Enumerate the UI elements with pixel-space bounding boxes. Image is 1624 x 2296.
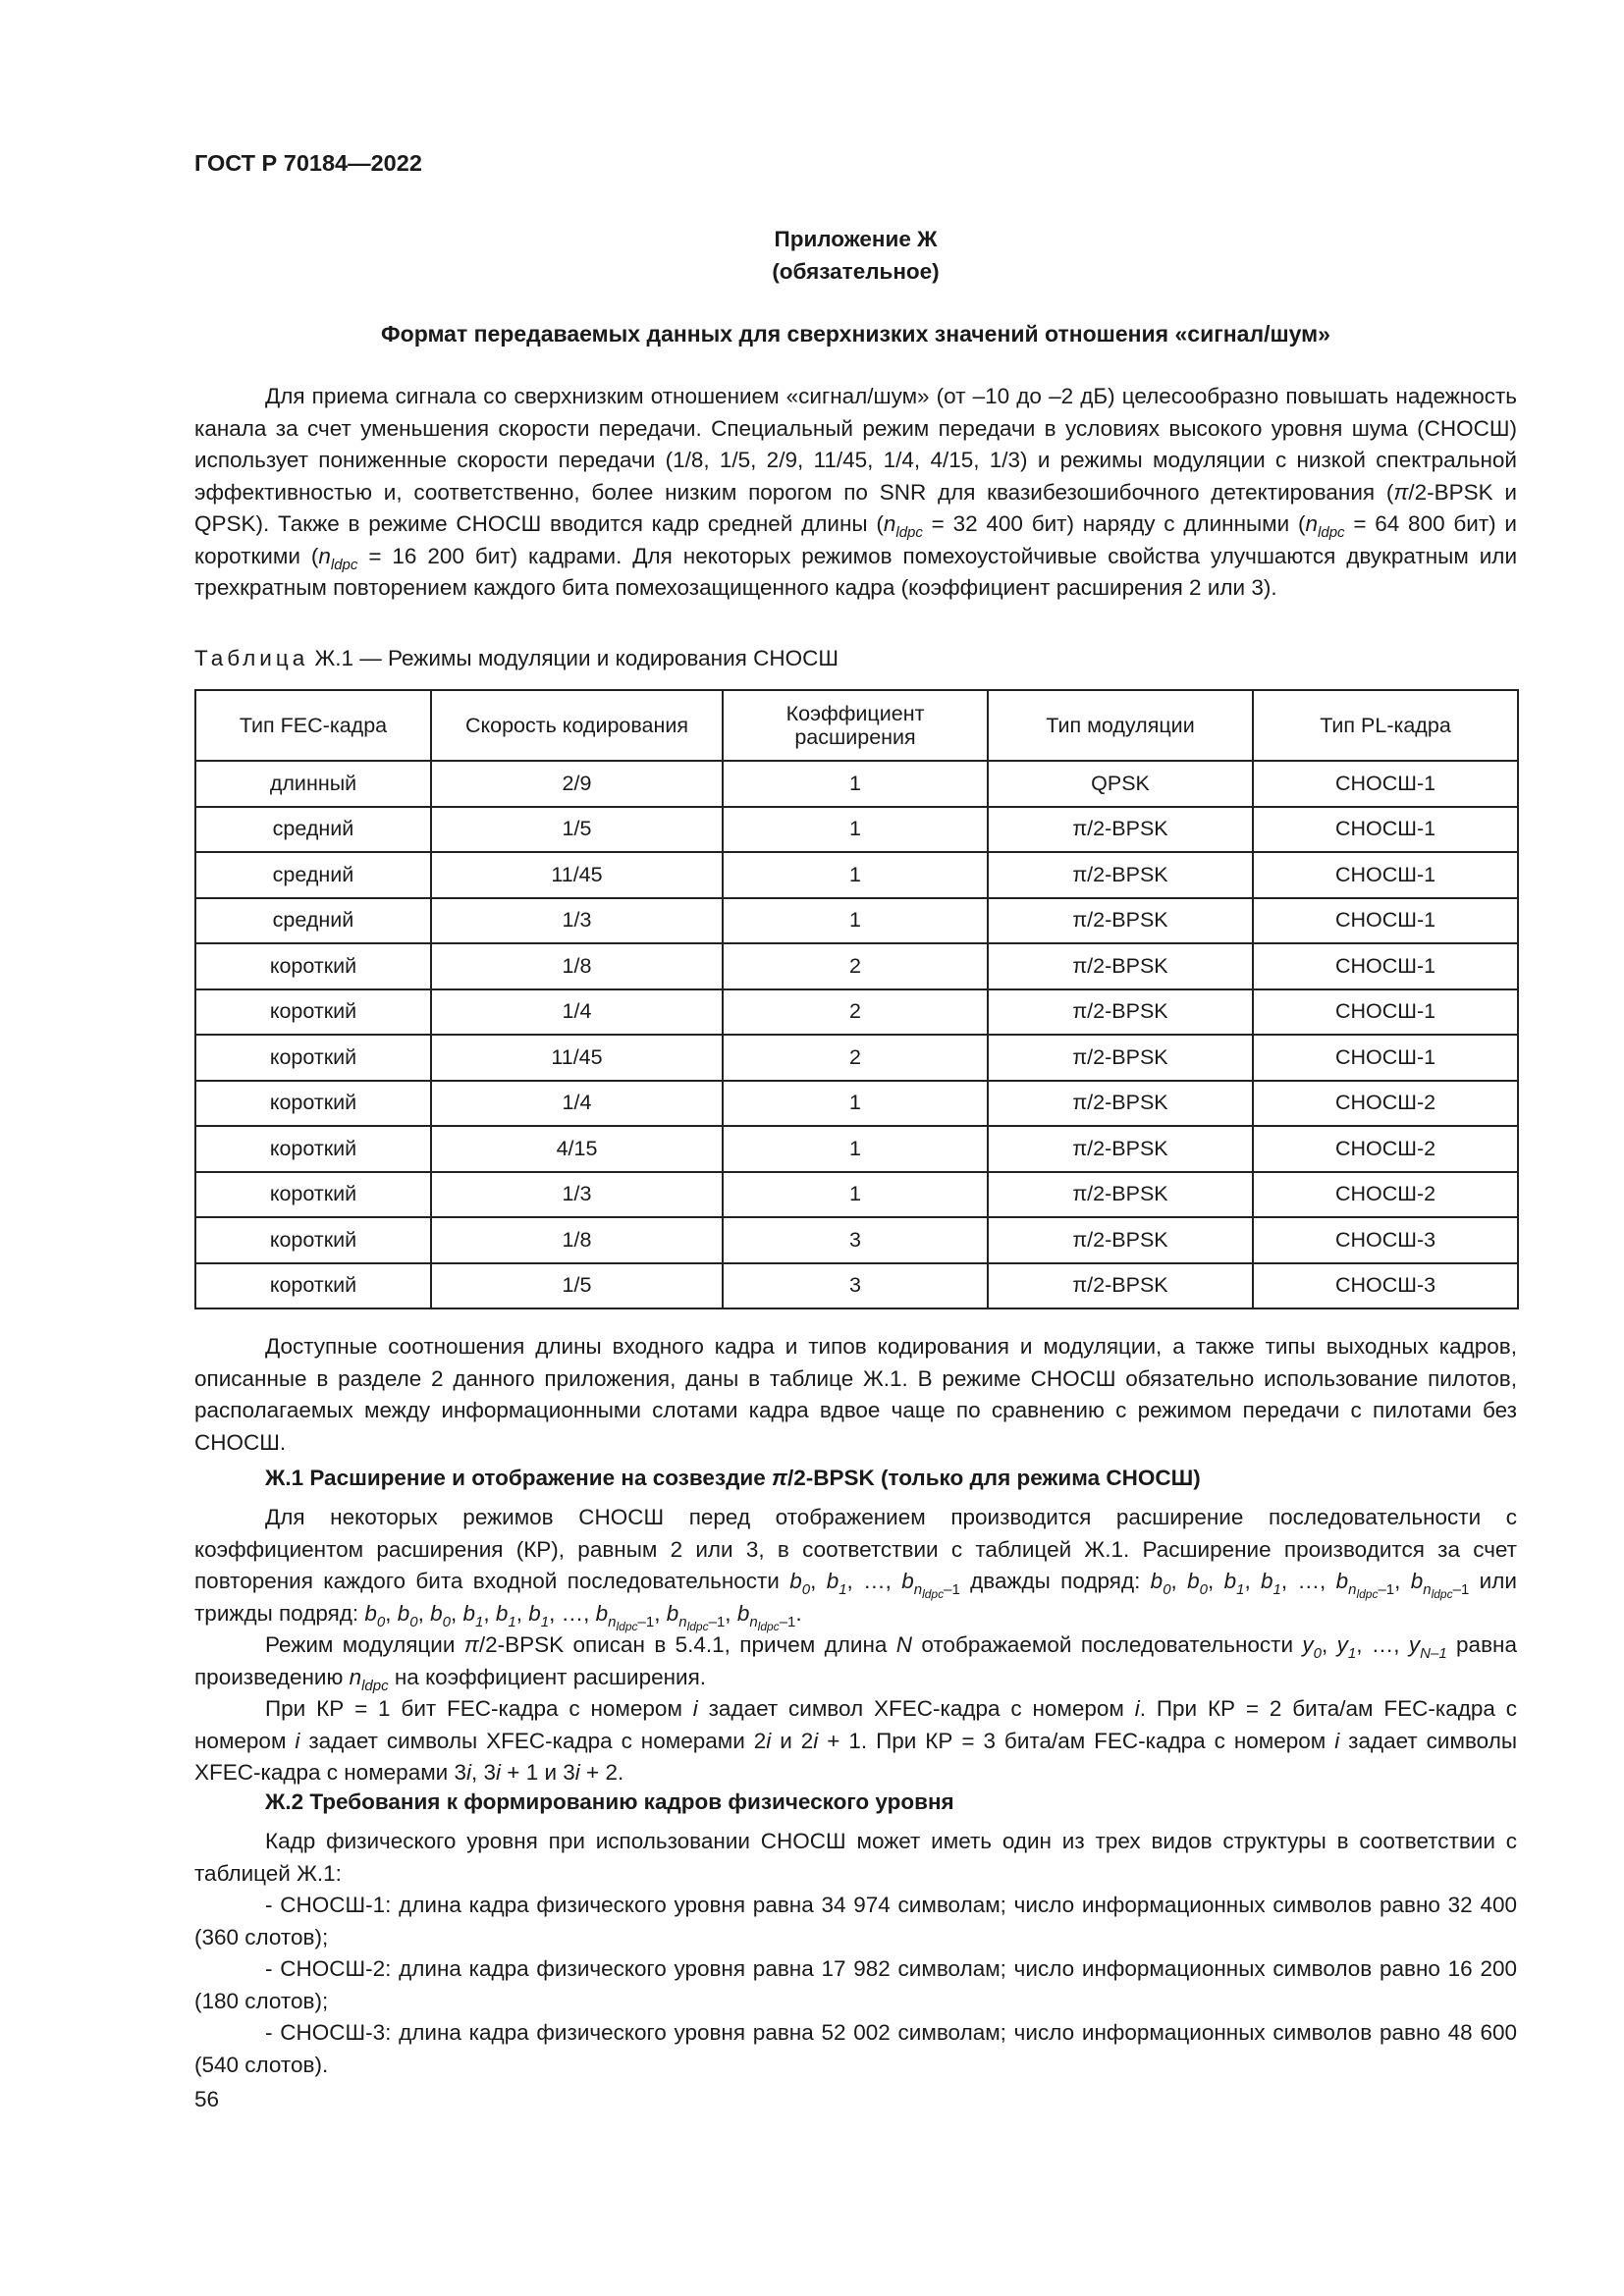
math-symbol: b <box>495 1600 509 1626</box>
table-cell: π/2-BPSK <box>988 1035 1253 1081</box>
table-cell: 2/9 <box>431 761 723 807</box>
table-row <box>195 1172 1518 1218</box>
table-cell: короткий <box>195 1081 431 1127</box>
section2-text <box>194 1826 1517 2081</box>
math-symbol: b <box>1335 1569 1349 1593</box>
subscript-text: 0 <box>376 1613 386 1630</box>
table-cell: 2 <box>723 1035 988 1081</box>
paragraph: - СНОСШ-1: длина кадра физического уровня равна 34 974 символам; число информационных символов равно 32 400 (360 слотов); <box>194 1893 1517 1949</box>
caption-text: Ж.1 — Режимы модуляции и кодирования СНОСШ <box>308 646 839 670</box>
paragraph: - СНОСШ-2: длина кадра физического уровня равна 17 982 символам; число информационных символов равно 16 200 (180 слотов); <box>194 1956 1517 2013</box>
math-symbol: π <box>771 1466 788 1490</box>
table-cell: средний <box>195 898 431 944</box>
math-symbol: b <box>789 1569 802 1593</box>
math-subscript: nldpc–1 <box>678 1613 726 1633</box>
math-symbol: b <box>462 1600 476 1626</box>
table-cell: 1/5 <box>431 807 723 853</box>
math-subscript <box>361 1678 389 1694</box>
table-row <box>195 989 1518 1036</box>
math-subscript: nldpc–1 <box>608 1613 655 1633</box>
table-cell: короткий <box>195 1217 431 1263</box>
appendix-title: Приложение Ж <box>774 227 938 251</box>
math-subscript <box>1273 1581 1281 1598</box>
table-cell: π/2-BPSK <box>988 807 1253 853</box>
table-header-row <box>195 690 1518 761</box>
table-row <box>195 943 1518 989</box>
subscript-n: n <box>1348 1581 1357 1598</box>
subscript-n: n <box>678 1613 687 1630</box>
math-subscript <box>895 524 923 541</box>
math-subscript <box>1318 524 1345 541</box>
subscript-text: 1 <box>1272 1581 1281 1598</box>
table-cell: 3 <box>723 1263 988 1309</box>
section1-text <box>194 1502 1517 1789</box>
math-subscript <box>802 1581 810 1598</box>
table-cell: π/2-BPSK <box>988 1263 1253 1309</box>
table-cell: 1 <box>723 852 988 898</box>
math-symbol: b <box>430 1600 443 1626</box>
table-cell: 1 <box>723 1081 988 1127</box>
table-cell: короткий <box>195 1126 431 1172</box>
math-symbol: b <box>826 1569 839 1593</box>
math-symbol: n <box>349 1664 362 1689</box>
table-row <box>195 1081 1518 1127</box>
nested-subscript <box>922 1587 944 1601</box>
math-symbol: i <box>766 1728 772 1753</box>
table-cell: 1 <box>723 898 988 944</box>
math-subscript <box>377 1614 385 1630</box>
table-cell: π/2-BPSK <box>988 898 1253 944</box>
table-cell: 1/3 <box>431 1172 723 1218</box>
math-subscript: nldpc–1 <box>1348 1581 1395 1601</box>
table-cell: СНОСШ-1 <box>1253 989 1518 1036</box>
math-subscript: nldpc–1 <box>1423 1581 1470 1601</box>
table-cell: π/2-BPSK <box>988 852 1253 898</box>
table-cell: СНОСШ-3 <box>1253 1263 1518 1309</box>
table-cell: π/2-BPSK <box>988 1172 1253 1218</box>
subscript-text: 1 <box>1347 1645 1357 1662</box>
table-cell: π/2-BPSK <box>988 989 1253 1036</box>
page-number: 56 <box>194 2087 220 2111</box>
table-cell: СНОСШ-2 <box>1253 1081 1518 1127</box>
subscript-ldpc: ldpc <box>1356 1587 1379 1601</box>
table-cell: 2 <box>723 989 988 1036</box>
table-cell: 11/45 <box>431 1035 723 1081</box>
table-cell: QPSK <box>988 761 1253 807</box>
subscript-ldpc: ldpc <box>922 1587 945 1601</box>
nested-subscript <box>1432 1587 1453 1601</box>
table-cell: короткий <box>195 989 431 1036</box>
subscript-n: n <box>1423 1581 1432 1598</box>
subscript-text: 0 <box>801 1581 811 1598</box>
paragraph: Для приема сигнала со сверхнизким отношением «сигнал/шум» (от –10 до –2 дБ) целесообразно повышать надежность канала за счет уменьшения скорости передачи. Специальный режим передачи в условиях высокого уровня шума (СНОСШ) использует пониженные скорости передачи (1/8, 1/5, 2/9, 11/45, 1/4, 4/15, 1/3) и режимы модуляции с низкой спектральной эффективностью и, соответственно, более низким порогом по SNR для квазибезошибочного детектирования (π/2-BPSK и QPSK). Также в режиме СНОСШ вводится кадр средней длины ($n_{ldpc} = 32$ 400 бит) наряду с длинными ($n_{ldpc} = 64$ 800 бит) и короткими ($n_{ldpc} = 16$ 200 бит) кадрами. Для некоторых режимов помехоустойчивые свойства улучшаются двукратным или трехкратным повторением каждого бита помехозащищенного кадра (коэффициент расширения 2 или 3). <box>194 384 1518 600</box>
column-header: Тип FEC-кадра <box>195 690 431 761</box>
math-symbol: y <box>1408 1632 1421 1657</box>
appendix-note: (обязательное) <box>772 259 940 284</box>
subscript-n: n <box>913 1581 923 1598</box>
table-row <box>195 1126 1518 1172</box>
table-cell: СНОСШ-1 <box>1253 807 1518 853</box>
table-body <box>195 761 1518 1308</box>
table-cell: короткий <box>195 943 431 989</box>
subscript-ldpc: ldpc <box>757 1619 780 1633</box>
subscript-text: ldpc <box>330 556 358 573</box>
math-subscript <box>331 557 358 573</box>
math-subscript <box>1236 1581 1244 1598</box>
math-symbol: π <box>463 1632 479 1657</box>
subscript-ldpc: ldpc <box>686 1619 709 1633</box>
table-cell: 1 <box>723 1126 988 1172</box>
math-subscript <box>839 1581 846 1598</box>
nested-subscript <box>1356 1587 1378 1601</box>
subscript-text: 0 <box>1163 1581 1171 1598</box>
table-cell: 1/3 <box>431 898 723 944</box>
math-symbol: b <box>1410 1569 1424 1593</box>
table-cell: 1 <box>723 761 988 807</box>
subscript-text: 0 <box>1199 1581 1208 1598</box>
table-cell: 4/15 <box>431 1126 723 1172</box>
math-symbol: b <box>666 1600 679 1626</box>
math-symbol: i <box>813 1728 819 1753</box>
math-symbol: y <box>1302 1632 1314 1657</box>
subscript-ldpc: ldpc <box>1431 1587 1453 1601</box>
math-symbol: n <box>1305 511 1319 536</box>
math-subscript <box>508 1614 515 1630</box>
math-subscript <box>475 1614 483 1630</box>
table-cell: 3 <box>723 1217 988 1263</box>
math-symbol: b <box>364 1600 377 1626</box>
table-cell: π/2-BPSK <box>988 1126 1253 1172</box>
table-cell: 2 <box>723 943 988 989</box>
table-cell: короткий <box>195 1035 431 1081</box>
table-cell: СНОСШ-1 <box>1253 898 1518 944</box>
subscript-text: ldpc <box>1318 524 1345 541</box>
table-cell: короткий <box>195 1263 431 1309</box>
paragraph: При КР = 1 бит FEC-кадра с номером i задает символ XFEC-кадра с номером i. При КР = 2 бита/ам FEC-кадра с номером i задает символы XFEC-кадра с номерами 2i и 2i + 1. При КР = 3 бита/ам FEC-кадра с номером i задает символы XFEC-кадра с номерами 3i, 3i + 1 и 3i + 2. <box>194 1696 1517 1785</box>
subscript-text: ldpc <box>895 524 923 541</box>
table-cell: 1/5 <box>431 1263 723 1309</box>
paragraph: Доступные соотношения длины входного кадра и типов кодирования и модуляции, а также типы выходных кадров, описанные в разделе 2 данного приложения, даны в таблице Ж.1. В режиме СНОСШ обязательно использование пилотов, располагаемых между информационными слотами кадра вдвое чаще по сравнению с режимом передачи с пилотами без СНОСШ. <box>194 1334 1517 1455</box>
paragraph: Режим модуляции π/2-BPSK описан в 5.4.1, причем длина N отображаемой последовательности $y_0$, $y_1$, …, $y_{N-1}$ равна произведению $n_{ldpc}$ на коэффициент расширения. <box>194 1632 1517 1694</box>
table-caption <box>194 646 1517 671</box>
math-symbol: i <box>496 1760 502 1785</box>
column-header: Тип модуляции <box>988 690 1253 761</box>
math-subscript <box>409 1614 417 1630</box>
table-cell: СНОСШ-1 <box>1253 943 1518 989</box>
math-symbol: n <box>883 511 896 536</box>
math-subscript <box>1420 1645 1447 1662</box>
table-cell: 1/8 <box>431 1217 723 1263</box>
math-symbol: i <box>1334 1728 1340 1753</box>
math-subscript <box>1314 1645 1322 1662</box>
section2-heading: Ж.2 Требования к формированию кадров физического уровня <box>265 1789 954 1814</box>
column-header: Скорость кодирования <box>431 690 723 761</box>
math-symbol: b <box>528 1600 541 1626</box>
subscript-text: 0 <box>409 1613 418 1630</box>
math-symbol: π <box>1393 479 1409 505</box>
paragraph: Для некоторых режимов СНОСШ перед отображением производится расширение последовательности с коэффициентом расширения (КР), равным 2 или 3, в соответствии с таблицей Ж.1. Расширение производится за счет повторения каждого бита входной последовательности $b_0$, $b_1$, …, $b_{n_{ldpc}-1}$ дважды подряд: $b_0$, $b_0$, $b_1$, $b_1$, …, $b_{n_{ldpc}-1}$, $b_{n_{ldpc}-1}$ или трижды подряд: $b_0$, $b_0$, $b_0$, $b_1$, $b_1$, $b_1$, …, $b_{n_{ldpc}-1}$, $b_{n_{ldpc}-1}$, $b_{n_{ldpc}-1}$. <box>194 1505 1517 1633</box>
math-symbol: b <box>1150 1569 1164 1593</box>
table-cell: СНОСШ-3 <box>1253 1217 1518 1263</box>
paragraph: - СНОСШ-3: длина кадра физического уровня равна 52 002 символам; число информационных символов равно 48 600 (540 слотов). <box>194 2020 1517 2077</box>
table-row <box>195 807 1518 853</box>
math-subscript <box>443 1614 451 1630</box>
caption-word: Таблица <box>194 646 309 670</box>
document-id: ГОСТ Р 70184—2022 <box>194 150 422 176</box>
subscript-text: ldpc <box>361 1677 389 1694</box>
table-cell: СНОСШ-1 <box>1253 761 1518 807</box>
math-subscript <box>1348 1645 1356 1662</box>
math-symbol: b <box>595 1600 609 1626</box>
math-subscript: nldpc–1 <box>749 1613 796 1633</box>
table-cell: длинный <box>195 761 431 807</box>
table-cell: 11/45 <box>431 852 723 898</box>
math-symbol: b <box>1261 1569 1273 1593</box>
table-cell: 1/8 <box>431 943 723 989</box>
math-symbol: b <box>1187 1569 1200 1593</box>
table-row <box>195 1217 1518 1263</box>
subscript-text: 0 <box>1313 1645 1322 1662</box>
math-symbol: i <box>1134 1696 1140 1721</box>
after-table-text <box>194 1331 1517 1459</box>
math-subscript <box>541 1614 549 1630</box>
table-cell: 1 <box>723 1172 988 1218</box>
table-cell: средний <box>195 807 431 853</box>
modes-table <box>194 689 1519 1309</box>
subscript-text: 1 <box>540 1613 550 1630</box>
table-row <box>195 898 1518 944</box>
modes-table-wrapper <box>194 689 1517 1309</box>
subscript-n: n <box>749 1613 758 1630</box>
subscript-n: n <box>608 1613 617 1630</box>
math-symbol: n <box>318 543 331 568</box>
math-subscript <box>1163 1581 1170 1598</box>
section1-heading: Ж.1 Расширение и отображение на созвездие π/2-BPSK (только для режима СНОСШ) <box>265 1466 1201 1490</box>
table-cell: π/2-BPSK <box>988 1217 1253 1263</box>
table-row <box>195 1263 1518 1309</box>
subscript-text: 1 <box>508 1613 516 1630</box>
intro-text <box>194 381 1517 605</box>
subscript-text: N–1 <box>1420 1645 1447 1662</box>
column-header: Тип PL-кадра <box>1253 690 1518 761</box>
math-symbol: N <box>895 1632 912 1657</box>
table-row <box>195 761 1518 807</box>
appendix-heading: Формат передаваемых данных для сверхнизких значений отношения «сигнал/шум» <box>381 321 1330 347</box>
math-symbol: i <box>692 1696 698 1721</box>
subscript-text: 1 <box>475 1613 484 1630</box>
table-cell: 1 <box>723 807 988 853</box>
subscript-text: 1 <box>839 1581 847 1598</box>
table-cell: π/2-BPSK <box>988 943 1253 989</box>
subscript-text: 1 <box>1236 1581 1245 1598</box>
table-row <box>195 1035 1518 1081</box>
table-cell: 1/4 <box>431 989 723 1036</box>
math-symbol: i <box>295 1728 300 1753</box>
column-header: Коэффициент расширения <box>723 690 988 761</box>
table-cell: π/2-BPSK <box>988 1081 1253 1127</box>
math-symbol: i <box>466 1760 472 1785</box>
math-symbol: i <box>574 1760 580 1785</box>
math-subscript: nldpc–1 <box>913 1581 960 1601</box>
math-symbol: b <box>736 1600 750 1626</box>
table-cell: СНОСШ-1 <box>1253 852 1518 898</box>
table-cell: средний <box>195 852 431 898</box>
math-symbol: b <box>1223 1569 1237 1593</box>
math-symbol: b <box>901 1569 914 1593</box>
table-cell: СНОСШ-2 <box>1253 1126 1518 1172</box>
table-cell: СНОСШ-1 <box>1253 1035 1518 1081</box>
paragraph: Кадр физического уровня при использовании СНОСШ может иметь один из трех видов структуры в соответствии с таблицей Ж.1: <box>194 1829 1517 1886</box>
math-symbol: y <box>1336 1632 1348 1657</box>
subscript-text: 0 <box>442 1613 452 1630</box>
table-cell: 1/4 <box>431 1081 723 1127</box>
table-row <box>195 852 1518 898</box>
table-cell: СНОСШ-2 <box>1253 1172 1518 1218</box>
table-cell: короткий <box>195 1172 431 1218</box>
math-symbol: b <box>397 1600 410 1626</box>
math-subscript <box>1200 1581 1208 1598</box>
subscript-ldpc: ldpc <box>616 1619 638 1633</box>
